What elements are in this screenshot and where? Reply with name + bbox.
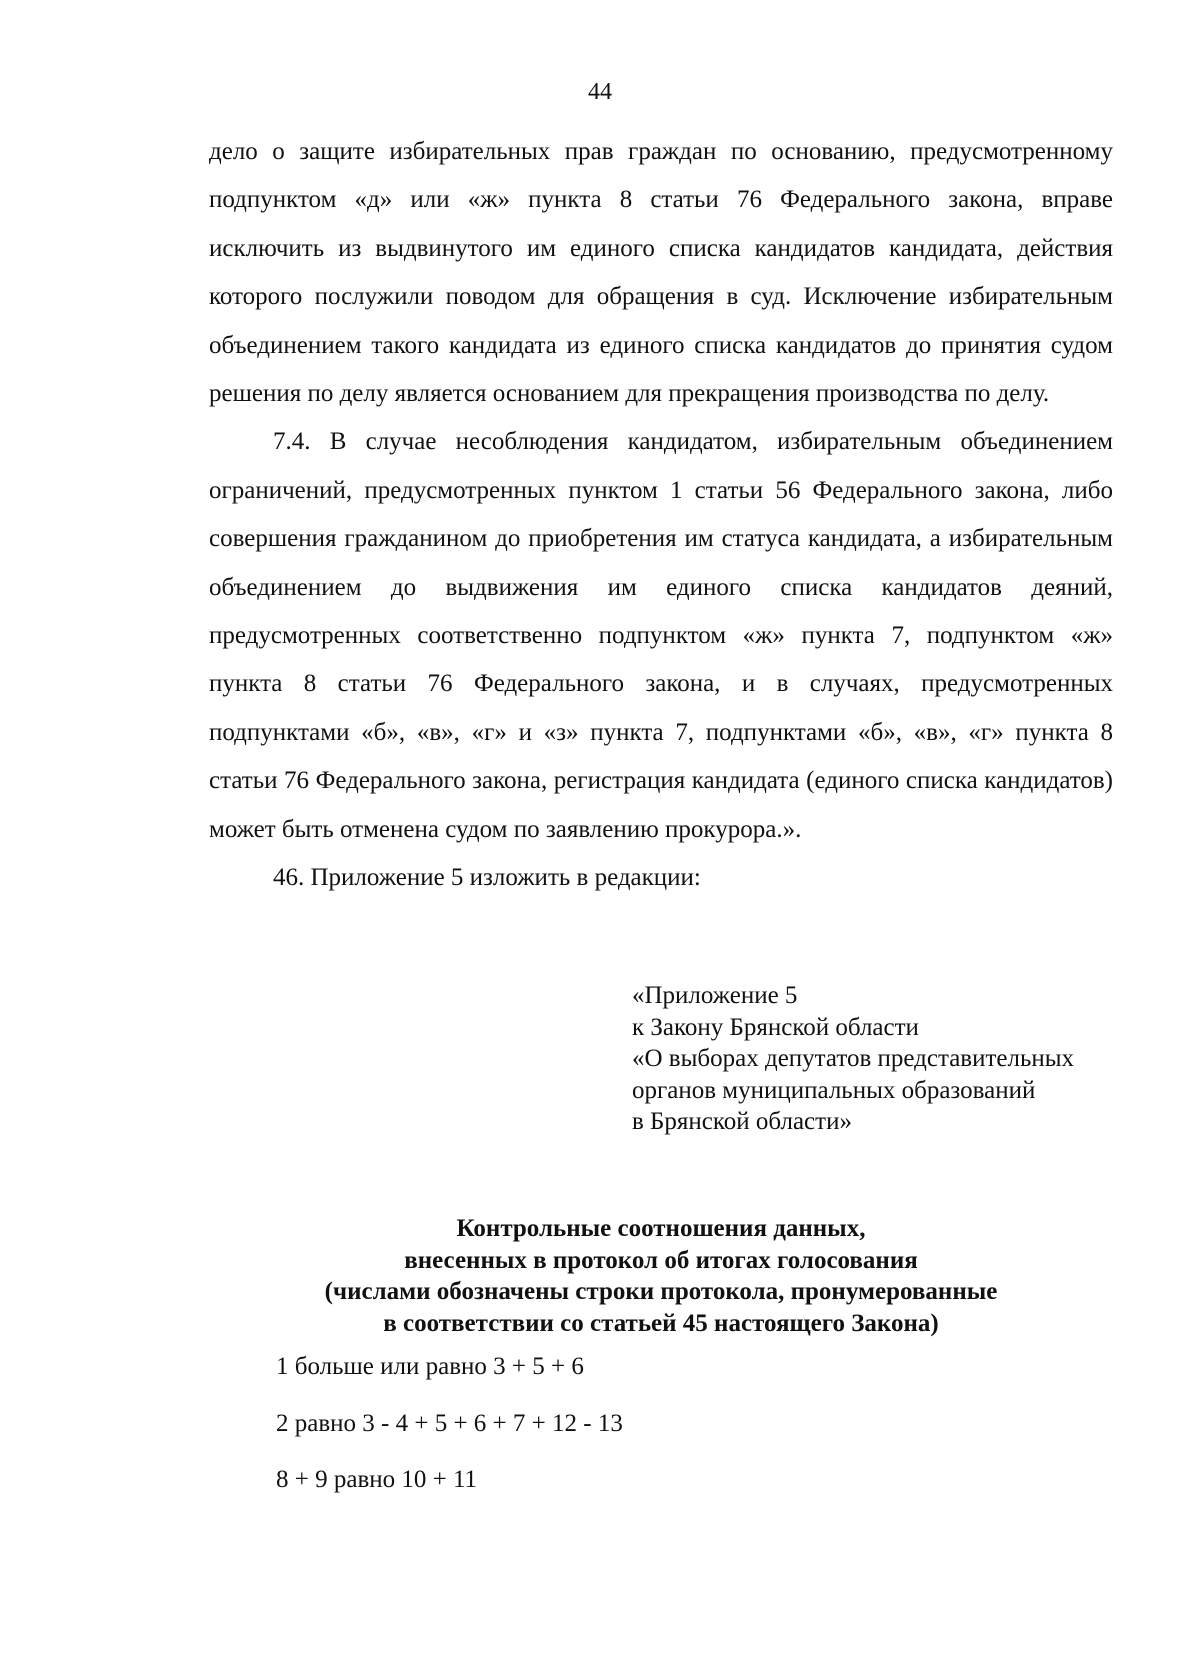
heading-line: (числами обозначены строки протокола, пронумерованные: [324, 1278, 998, 1305]
heading-line: внесенных в протокол об итогах голосования: [404, 1246, 918, 1274]
control-relations-list: [276, 1352, 623, 1522]
paragraph-46: 46. Приложение 5 изложить в редакции:: [273, 864, 701, 892]
control-relation: 1 больше или равно 3 + 5 + 6: [276, 1353, 584, 1380]
appendix-header-line: к Закону Брянской области: [632, 1013, 919, 1041]
appendix-header-line: в Брянской области»: [632, 1108, 852, 1135]
section-heading: [209, 1213, 1113, 1339]
appendix-header: [632, 980, 1132, 1138]
control-relation: 8 + 9 равно 10 + 11: [276, 1466, 478, 1493]
heading-line: в соответствии со статьей 45 настоящего Закона): [383, 1309, 939, 1337]
page-number: 44: [588, 79, 612, 105]
body-text: [209, 128, 1113, 903]
paragraph-continuation: дело о защите избирательных прав граждан по основанию, предусмотренному подпунктом «д» или «ж» пункта 8 статьи 76 Федерального закона, вправе исключить из выдвинутого им единого списка кандидатов кандидата, действия которого послужили поводом для обращения в суд. Исключение избирательным объединением такого кандидата из единого списка кандидатов до принятия судом решения по делу является основанием для прекращения производства по делу.: [209, 138, 1113, 408]
control-relation: 2 равно 3 - 4 + 5 + 6 + 7 + 12 - 13: [276, 1409, 623, 1437]
appendix-header-line: органов муниципальных образований: [632, 1076, 1036, 1104]
appendix-header-line: «Приложение 5: [632, 982, 798, 1009]
paragraph-7-4: 7.4. В случае несоблюдения кандидатом, избирательным объединением ограничений, предусмотренных пунктом 1 статьи 56 Федерального закона, либо совершения гражданином до приобретения им статуса кандидата, а избирательным объединением до выдвижения им единого списка кандидатов деяний, предусмотренных соответственно подпунктом «ж» пункта 7, подпунктом «ж» пункта 8 статьи 76 Федерального закона, и в случаях, предусмотренных подпунктами «б», «в», «г» и «з» пункта 7, подпунктами «б», «в», «г» пункта 8 статьи 76 Федерального закона, регистрация кандидата (единого списка кандидатов) может быть отменена судом по заявлению прокурора.».: [209, 428, 1113, 843]
heading-line: Контрольные соотношения данных,: [456, 1215, 866, 1242]
appendix-header-line: «О выборах депутатов представительных: [632, 1045, 1075, 1072]
